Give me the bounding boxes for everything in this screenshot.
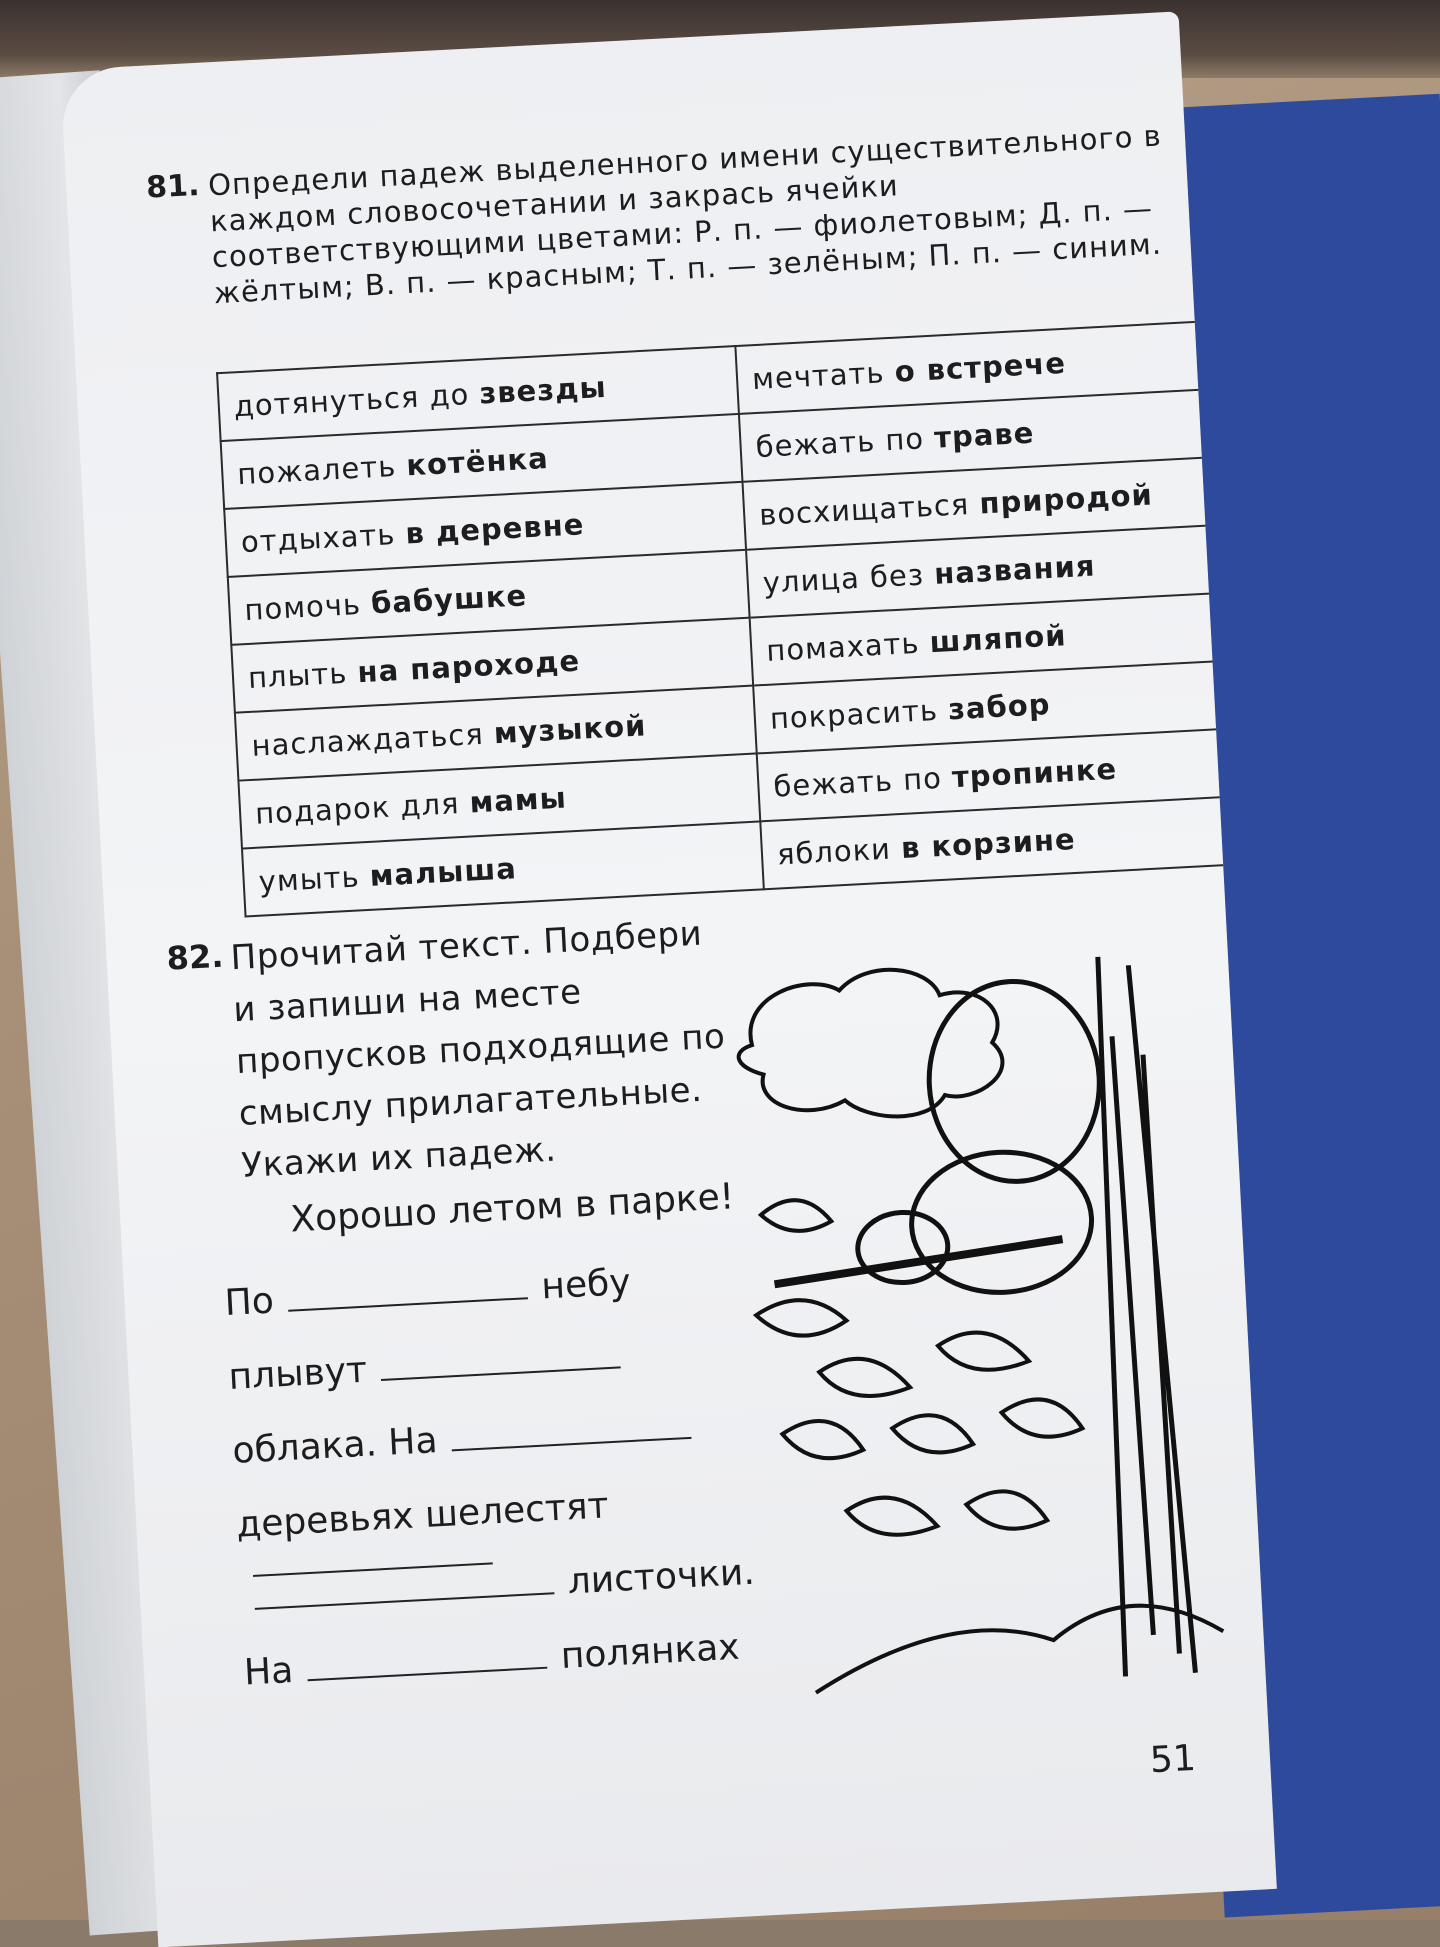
phrase-highlighted-noun: котёнка xyxy=(405,440,550,483)
story-line-end xyxy=(633,1336,635,1377)
story-text xyxy=(220,1174,807,1727)
phrase-plain: наслаждаться xyxy=(250,716,495,763)
phrase-highlighted-noun: звезды xyxy=(478,369,608,411)
story-line-start xyxy=(239,1579,241,1620)
blank-line[interactable] xyxy=(307,1657,547,1682)
blank-line[interactable] xyxy=(288,1287,528,1312)
phrase-plain: плыть xyxy=(247,655,359,695)
story-line-start: облака. На xyxy=(231,1420,439,1472)
phrase-highlighted-noun: забор xyxy=(947,687,1052,727)
phrase-plain: отдыхать xyxy=(240,516,407,560)
story-line-end: небу xyxy=(540,1261,632,1308)
phrase-highlighted-noun: в корзине xyxy=(900,821,1077,866)
phrase-plain: бежать по xyxy=(754,420,936,465)
tree-trunk-icon xyxy=(1088,954,1196,1677)
story-line-start: плывут xyxy=(227,1349,369,1398)
phrase-highlighted-noun: мамы xyxy=(468,780,568,820)
phrase-plain: улица без xyxy=(761,556,936,600)
exercise-82 xyxy=(165,906,738,1193)
story-line-end: полянках xyxy=(559,1626,741,1677)
phrase-highlighted-noun: шляпой xyxy=(928,618,1068,660)
blank-line[interactable] xyxy=(451,1427,691,1452)
story-line-end: листочки. xyxy=(566,1551,756,1603)
cloud-icon xyxy=(734,964,1005,1125)
phrase-highlighted-noun: малыша xyxy=(368,851,518,893)
story-line-start: деревьях шелестят xyxy=(235,1485,610,1546)
phrase-plain: дотянуться до xyxy=(232,376,481,424)
exercise-81-number: 81. xyxy=(145,167,201,206)
phrase-plain: подарок для xyxy=(254,785,471,831)
exercise-82-instruction: Прочитай текст. Подбери и запиши на месте пропусков подходящие по смыслу прилагательные. Укажи их падеж. xyxy=(229,913,727,1186)
phrase-highlighted-noun: о встрече xyxy=(893,345,1067,389)
phrase-plain: покрасить xyxy=(769,692,949,736)
phrase-plain: умыть xyxy=(257,858,371,899)
exercise-81-instruction: Определи падеж выделенного имени существительного в каждом словосочетании и закрась ячейки соответствующими цветами: Р. п. — фиолетовым; Д. п. — жёлтым; В. п. — красным; Т. п. — зелёным; П. п. — синим. xyxy=(207,118,1163,311)
phrase-highlighted-noun: названия xyxy=(933,548,1097,591)
phrase-highlighted-noun: на пароходе xyxy=(356,643,581,690)
exercise-81 xyxy=(145,117,1171,899)
cases-table xyxy=(216,318,1277,918)
phrase-highlighted-noun: музыкой xyxy=(492,708,648,751)
story-title: Хорошо летом в парке! xyxy=(289,1176,736,1241)
phrase-plain: восхищаться xyxy=(758,486,981,532)
workbook-page xyxy=(60,11,1277,1947)
phrase-plain: пожалеть xyxy=(236,448,408,492)
blank-line[interactable] xyxy=(254,1582,554,1610)
phrase-plain: помахать xyxy=(765,625,931,668)
squirrel-illustration xyxy=(717,932,1236,1716)
grass-icon xyxy=(812,1601,1225,1692)
phrase-highlighted-noun: природой xyxy=(978,477,1154,521)
phrase-plain: мечтать xyxy=(751,354,896,397)
phrase-highlighted-noun: тропинке xyxy=(951,751,1118,795)
phrase-plain: бежать по xyxy=(772,760,953,804)
story-line-end xyxy=(704,1406,706,1447)
phrase-plain: помочь xyxy=(243,586,373,628)
phrase-plain: яблоки xyxy=(776,831,902,872)
phrase-highlighted-noun: бабушке xyxy=(370,578,528,621)
phrase-highlighted-noun: в деревне xyxy=(404,507,586,551)
exercise-82-number: 82. xyxy=(165,936,225,978)
story-line-start: По xyxy=(223,1280,275,1325)
squirrel-head-icon xyxy=(856,1210,950,1285)
blank-line[interactable] xyxy=(381,1356,621,1381)
story-line-start: На xyxy=(243,1650,295,1694)
phrase-highlighted-noun: траве xyxy=(933,415,1036,455)
page-number: 51 xyxy=(1148,1737,1197,1782)
